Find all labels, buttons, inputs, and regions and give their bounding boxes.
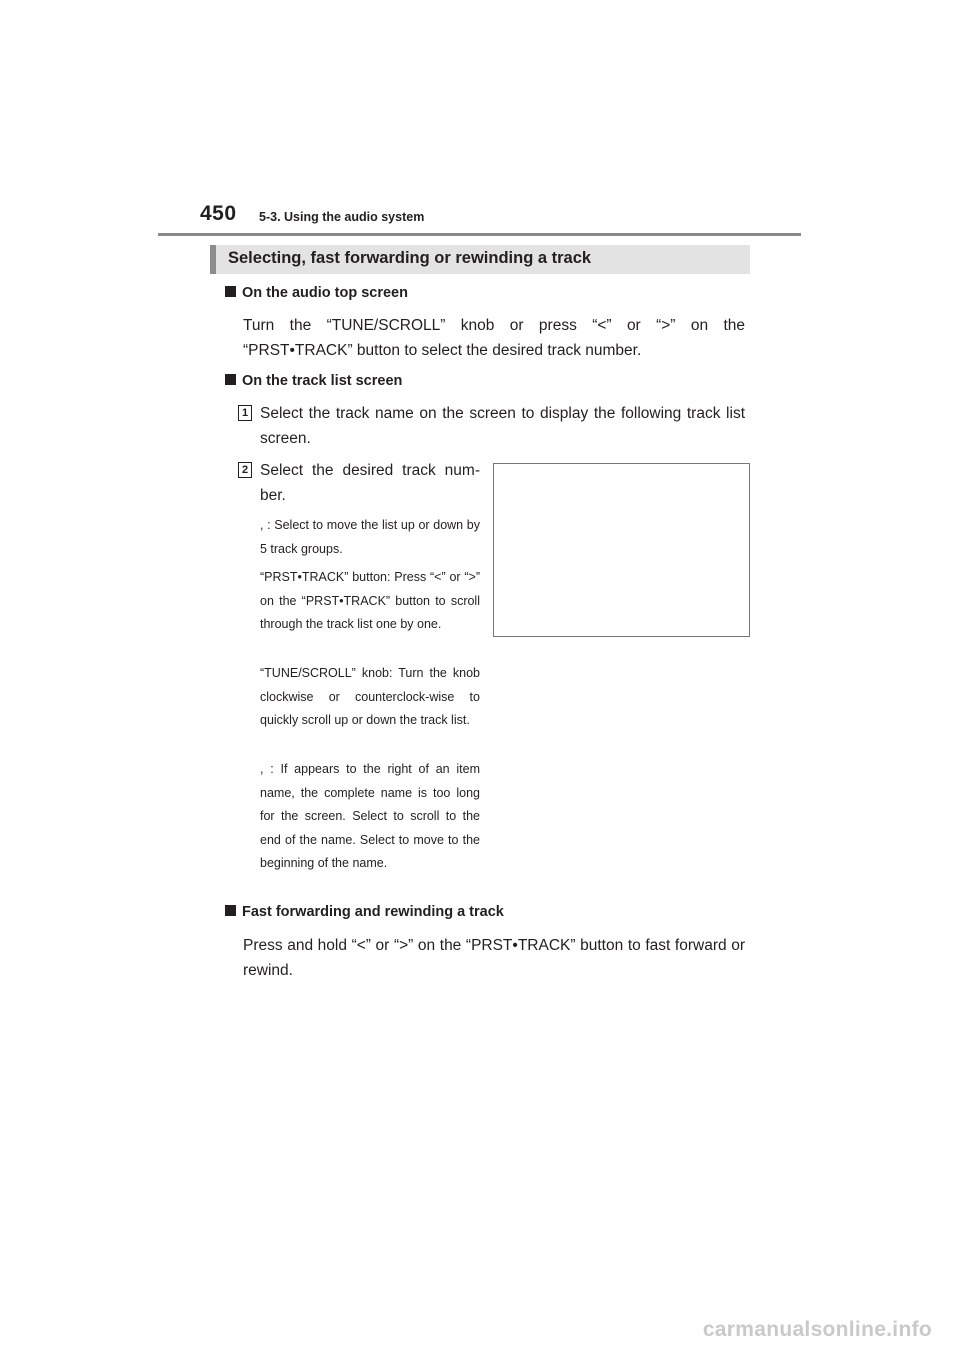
subheading-text: Fast forwarding and rewinding a track <box>242 904 504 920</box>
fast-forward-paragraph: Press and hold “<” or “>” on the “PRST•TRACK” button to fast forward or rewind. <box>243 937 745 979</box>
header-rule <box>158 233 801 236</box>
square-bullet-icon <box>225 374 236 385</box>
note-prst-track-button: “PRST•TRACK” button: Press “<” or “>” on the “PRST•TRACK” button to scroll through the track list one by one. <box>260 570 480 631</box>
square-bullet-icon <box>225 905 236 916</box>
subheading-text: On the track list screen <box>242 373 403 389</box>
square-bullet-icon <box>225 286 236 297</box>
note-tune-scroll-knob: “TUNE/SCROLL” knob: Turn the knob clockwise or counterclock-wise to quickly scroll up or down the track list. <box>260 666 480 727</box>
note-long-item-name: , : If appears to the right of an item name, the complete name is too long for the screen. Select to scroll to the end of the name. Select to move to the beginning of the name. <box>260 762 480 870</box>
watermark: carmanualsonline.info <box>702 1318 932 1341</box>
step-2-badge: 2 <box>238 462 252 478</box>
step-1-badge: 1 <box>238 405 252 421</box>
section-title-bar <box>210 245 750 274</box>
page-number: 450 <box>200 202 237 225</box>
step-1-text: Select the track name on the screen to display the following track list screen. <box>260 405 745 447</box>
running-head: 5-3. Using the audio system <box>259 210 425 224</box>
subheading-audio-top-screen <box>225 285 408 301</box>
section-title: Selecting, fast forwarding or rewinding a track <box>228 249 592 267</box>
note-list-up-down: , : Select to move the list up or down by 5 track groups. <box>260 518 480 556</box>
step-2-text: Select the desired track num-ber. <box>260 462 480 504</box>
subheading-track-list-screen <box>225 373 402 389</box>
track-list-screen-illustration <box>493 463 750 637</box>
audio-top-paragraph: Turn the “TUNE/SCROLL” knob or press “<” or “>” on the “PRST•TRACK” button to select the desired track number. <box>243 317 745 359</box>
subheading-text: On the audio top screen <box>242 285 408 301</box>
subheading-fast-forward <box>225 904 504 920</box>
